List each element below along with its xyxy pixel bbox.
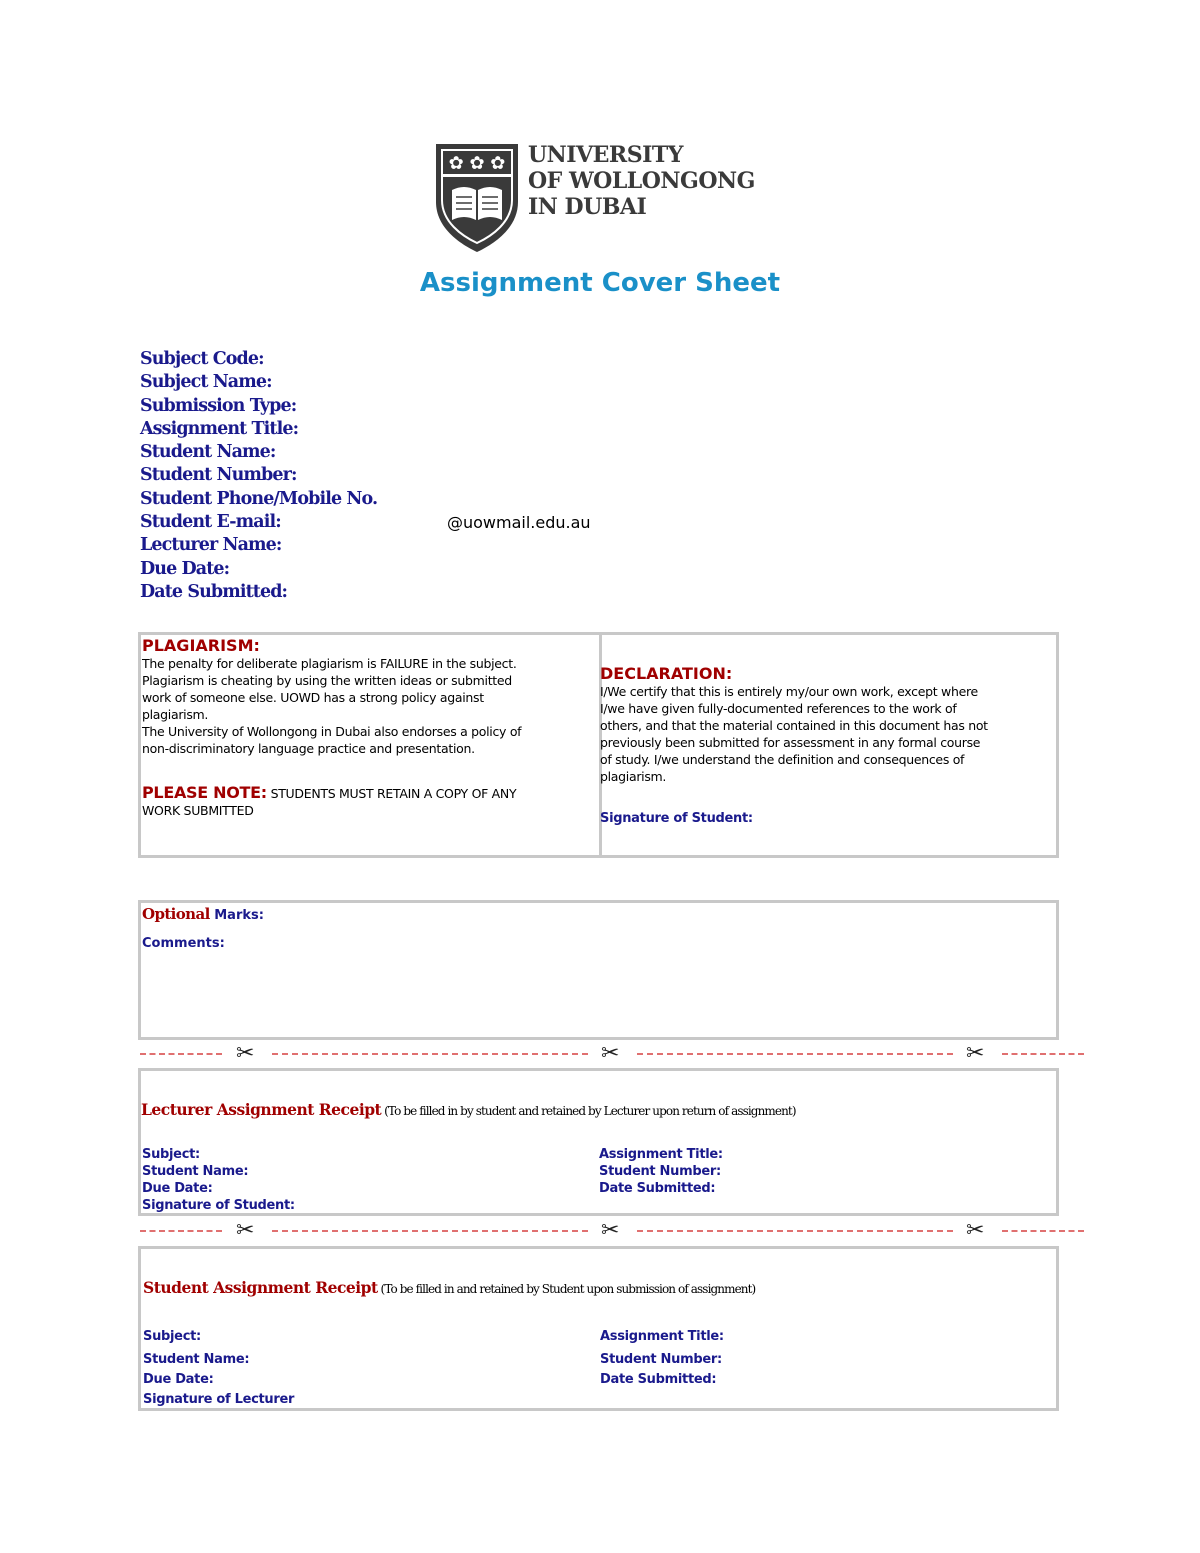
plagiarism-line: The University of Wollongong in Dubai also endorses a policy of [142, 723, 522, 739]
dash-segment [637, 1053, 953, 1055]
student-receipt-student-number: Student Number: [600, 1352, 722, 1367]
declaration-text [600, 684, 1055, 785]
student-receipt-date-submitted: Date Submitted: [600, 1372, 717, 1387]
student-receipt-assignment-title: Assignment Title: [600, 1329, 724, 1344]
student-receipt-box [138, 1246, 1059, 1411]
please-note-text: STUDENTS MUST RETAIN A COPY OF ANY [266, 786, 517, 801]
plagiarism-line: plagiarism. [142, 706, 209, 722]
field-due-date: Due Date: [140, 558, 230, 579]
lecturer-receipt-due-date: Due Date: [142, 1181, 213, 1196]
declaration-line: previously been submitted for assessment in any formal course [600, 734, 981, 750]
plagiarism-line: The penalty for deliberate plagiarism is FAILURE in the subject. [142, 656, 517, 671]
logo-line-1: UNIVERSITY [528, 142, 683, 168]
svg-text:✿ ✿ ✿: ✿ ✿ ✿ [448, 153, 506, 174]
scissors-icon: ✂ [236, 1218, 255, 1243]
lecturer-receipt-subject: Subject: [142, 1147, 200, 1162]
lecturer-receipt-title [141, 1100, 796, 1119]
page-title: Assignment Cover Sheet [419, 268, 781, 298]
university-crest-icon [432, 140, 522, 255]
plagiarism-line: Plagiarism is cheating by using the written ideas or submitted [142, 672, 512, 688]
student-receipt-due-date: Due Date: [143, 1372, 214, 1387]
scissors-icon: ✂ [601, 1041, 620, 1066]
please-note-label: PLEASE NOTE: [142, 783, 267, 802]
plagiarism-line: non-discriminatory language practice and presentation. [142, 740, 475, 756]
declaration-line: plagiarism. [600, 768, 667, 784]
optional-marks-box [138, 900, 1059, 1040]
student-receipt-subject: Subject: [143, 1329, 201, 1344]
scissors-icon: ✂ [601, 1218, 620, 1243]
lecturer-receipt-student-name: Student Name: [142, 1164, 249, 1179]
cover-fields [140, 348, 377, 604]
cut-line [140, 1041, 1086, 1067]
plagiarism-line: work of someone else. UOWD has a strong policy against [142, 689, 484, 705]
logo-line-2: OF WOLLONGONG [528, 168, 755, 194]
field-subject-code: Subject Code: [140, 349, 264, 369]
declaration-line: of study. I/we understand the definition and consequences of [600, 751, 965, 767]
declaration-line: I/we have given fully-documented references to the work of [600, 700, 957, 716]
field-student-email: Student E-mail: [140, 512, 281, 533]
dash-segment [272, 1053, 588, 1055]
student-receipt-student-name: Student Name: [143, 1352, 250, 1367]
optional-marks [142, 905, 264, 923]
field-student-number: Student Number: [140, 465, 297, 486]
plagiarism-title: PLAGIARISM: [142, 636, 260, 655]
logo-line-3: IN DUBAI [528, 194, 647, 220]
dash-segment [1002, 1230, 1084, 1232]
dash-segment [272, 1230, 588, 1232]
plagiarism-text [142, 656, 592, 757]
lecturer-receipt-subtitle: (To be filled in by student and retained by Lecturer upon return of assignment) [381, 1104, 796, 1118]
lecturer-receipt-date-submitted: Date Submitted: [599, 1181, 716, 1196]
university-name [528, 142, 755, 220]
scissors-icon: ✂ [236, 1041, 255, 1066]
field-lecturer-name: Lecturer Name: [140, 535, 282, 556]
student-receipt-heading: Student Assignment Receipt [143, 1278, 378, 1297]
field-subject-name: Subject Name: [140, 372, 272, 393]
optional-label: Optional [142, 905, 210, 923]
scissors-icon: ✂ [966, 1218, 985, 1243]
field-submission-type: Submission Type: [140, 395, 297, 416]
email-domain: @uowmail.edu.au [447, 513, 591, 532]
student-receipt-title [143, 1278, 755, 1297]
signature-of-student-label: Signature of Student: [600, 811, 753, 826]
dash-segment [637, 1230, 953, 1232]
lecturer-receipt-student-number: Student Number: [599, 1164, 721, 1179]
dash-segment [140, 1053, 222, 1055]
dash-segment [1002, 1053, 1084, 1055]
scissors-icon: ✂ [966, 1041, 985, 1066]
cut-line [140, 1218, 1086, 1244]
field-student-name: Student Name: [140, 442, 276, 463]
declaration-line: others, and that the material contained in this document has not [600, 717, 988, 733]
student-receipt-subtitle: (To be filled in and retained by Student upon submission of assignment) [377, 1282, 756, 1296]
please-note [142, 784, 592, 819]
please-note-text-2: WORK SUBMITTED [142, 803, 254, 818]
lecturer-receipt-heading: Lecturer Assignment Receipt [141, 1100, 382, 1119]
comments-label: Comments: [142, 936, 225, 951]
declaration-title: DECLARATION: [600, 664, 733, 683]
marks-label: Marks: [209, 908, 264, 923]
field-date-submitted: Date Submitted: [140, 581, 288, 602]
field-assignment-title: Assignment Title: [140, 418, 299, 439]
lecturer-receipt-signature: Signature of Student: [142, 1198, 295, 1213]
dash-segment [140, 1230, 222, 1232]
lecturer-receipt-assignment-title: Assignment Title: [599, 1147, 723, 1162]
declaration-line: I/We certify that this is entirely my/our own work, except where [600, 684, 978, 699]
student-receipt-signature: Signature of Lecturer [143, 1392, 295, 1407]
field-student-phone: Student Phone/Mobile No. [140, 488, 378, 509]
